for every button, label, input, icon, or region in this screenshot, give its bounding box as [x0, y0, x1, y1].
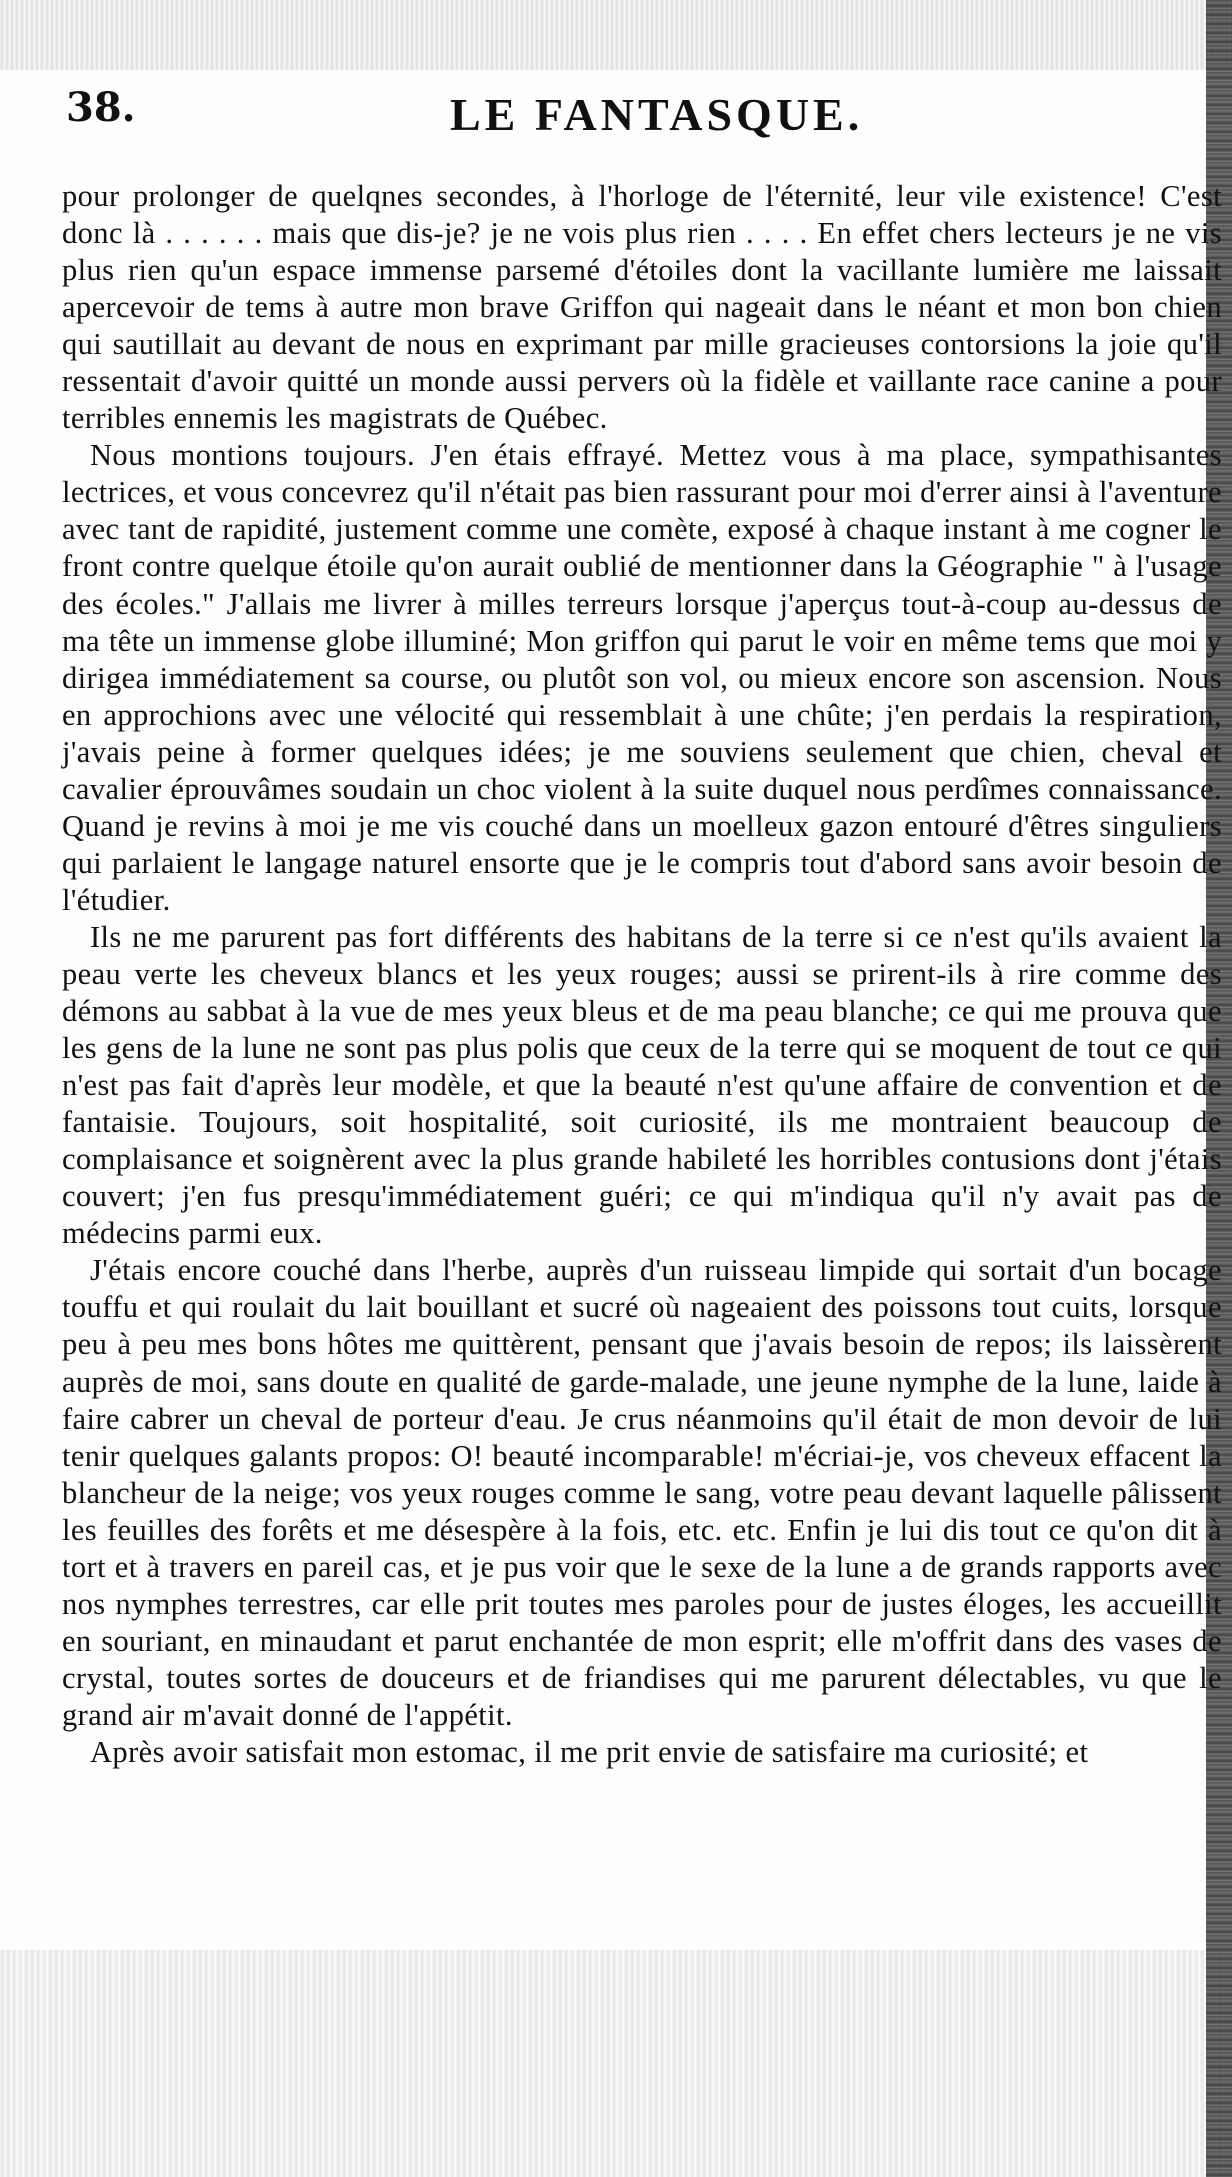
- page-number: 38.: [66, 84, 136, 131]
- paragraph: pour prolonger de quelqnes secondes, à l'horloge de l'éternité, leur vile existence! C'est donc là . . . . . . mais que dis-je? je ne vois plus rien . . . . En effet chers lecteurs je ne vis plus rien qu'un espace immense parsemé d'étoiles dont la vacillante lumière me laissait apercevoir de tems à autre mon brave Griffon qui nageait dans le néant et mon bon chien qui sautillait au devant de nous en exprimant par mille gracieuses contorsions la joie qu'il ressentait d'avoir quitté un monde aussi pervers où la fidèle et vaillante race canine a pour terribles ennemis les magistrats de Québec.: [62, 179, 1222, 436]
- article-body: [62, 178, 1222, 1771]
- paragraph: J'étais encore couché dans l'herbe, auprès d'un ruisseau limpide qui sortait d'un bocage touffu et qui roulait du lait bouillant et sucré où nageaient des poissons tout cuits, lorsque peu à peu mes bons hôtes me quittèrent, pensant que j'avais besoin de repos; ils laissèrent auprès de moi, sans doute en qualité de garde-malade, une jeune nymphe de la lune, laide à faire cabrer un cheval de porteur d'eau. Je crus néanmoins qu'il était de mon devoir de lui tenir quelques galants propos: O! beauté incomparable! m'écriai-je, vos cheveux effacent la blancheur de la neige; vos yeux rouges comme le sang, votre peau devant laquelle pâlissent les feuilles des forêts et me désespère à la fois, etc. etc. Enfin je lui dis tout ce qu'on dit à tort et à travers en pareil cas, et je pus voir que le sexe de la lune a de grands rapports avec nos nymphes terrestres, car elle prit toutes mes paroles pour de justes éloges, les accueillit en souriant, en minaudant et parut enchantée de mon esprit; elle m'offrit dans des vases de crystal, toutes sortes de douceurs et de friandises qui me parurent délectables, vu que le grand air m'avait donné de l'appétit.: [62, 1253, 1222, 1732]
- page-bottom-edge: [0, 1950, 1232, 2177]
- paragraph: Nous montions toujours. J'en étais effrayé. Mettez vous à ma place, sympathisantes lectrices, et vous concevrez qu'il n'était pas bien rassurant pour moi d'errer ainsi à l'aventure avec tant de rapidité, justement comme une comète, exposé à chaque instant à me cogner le front contre quelque étoile qu'on aurait oublié de mentionner dans la Géographie " à l'usage des écoles." J'allais me livrer à milles terreurs lorsque j'aperçus tout-à-coup au-dessus de ma tête un immense globe illuminé; Mon griffon qui parut le voir en même tems que moi y dirigea immédiatement sa course, ou plutôt son vol, ou mieux encore son ascension. Nous en approchions avec une vélocité qui ressemblait à une chûte; j'en perdais la respiration, j'avais peine à former quelques idées; je me souviens seulement que chien, cheval et cavalier éprouvâmes soudain un choc violent à la suite duquel nous perdîmes connaissance. Quand je revins à moi je me vis couché dans un moelleux gazon entouré d'êtres singuliers qui parlaient le langage naturel ensorte que je le compris tout d'abord sans avoir besoin de l'étudier.: [62, 438, 1222, 917]
- paragraph: Après avoir satisfait mon estomac, il me prit envie de satisfaire ma curiosité; et: [90, 1734, 1089, 1769]
- page-header: [60, 78, 1190, 148]
- page-top-edge: [0, 0, 1232, 70]
- paragraph: Ils ne me parurent pas fort différents des habitans de la terre si ce n'est qu'ils avaient la peau verte les cheveux blancs et les yeux rouges; aussi se prirent-ils à rire comme des démons au sabbat à la vue de mes yeux bleus et de ma peau blanche; ce qui me prouva que les gens de la lune ne sont pas plus polis que ceux de la terre qui se moquent de tout ce qui n'est pas fait d'après leur modèle, et que la beauté n'est qu'une affaire de convention et de fantaisie. Toujours, soit hospitalité, soit curiosité, ils me montraient beaucoup de complaisance et soignèrent avec la plus grande habileté les horribles contusions dont j'étais couvert; j'en fus presqu'immédiatement guéri; ce qui m'indiqua qu'il n'y avait pas de médecins parmi eux.: [62, 919, 1222, 1251]
- journal-title: LE FANTASQUE.: [450, 89, 864, 140]
